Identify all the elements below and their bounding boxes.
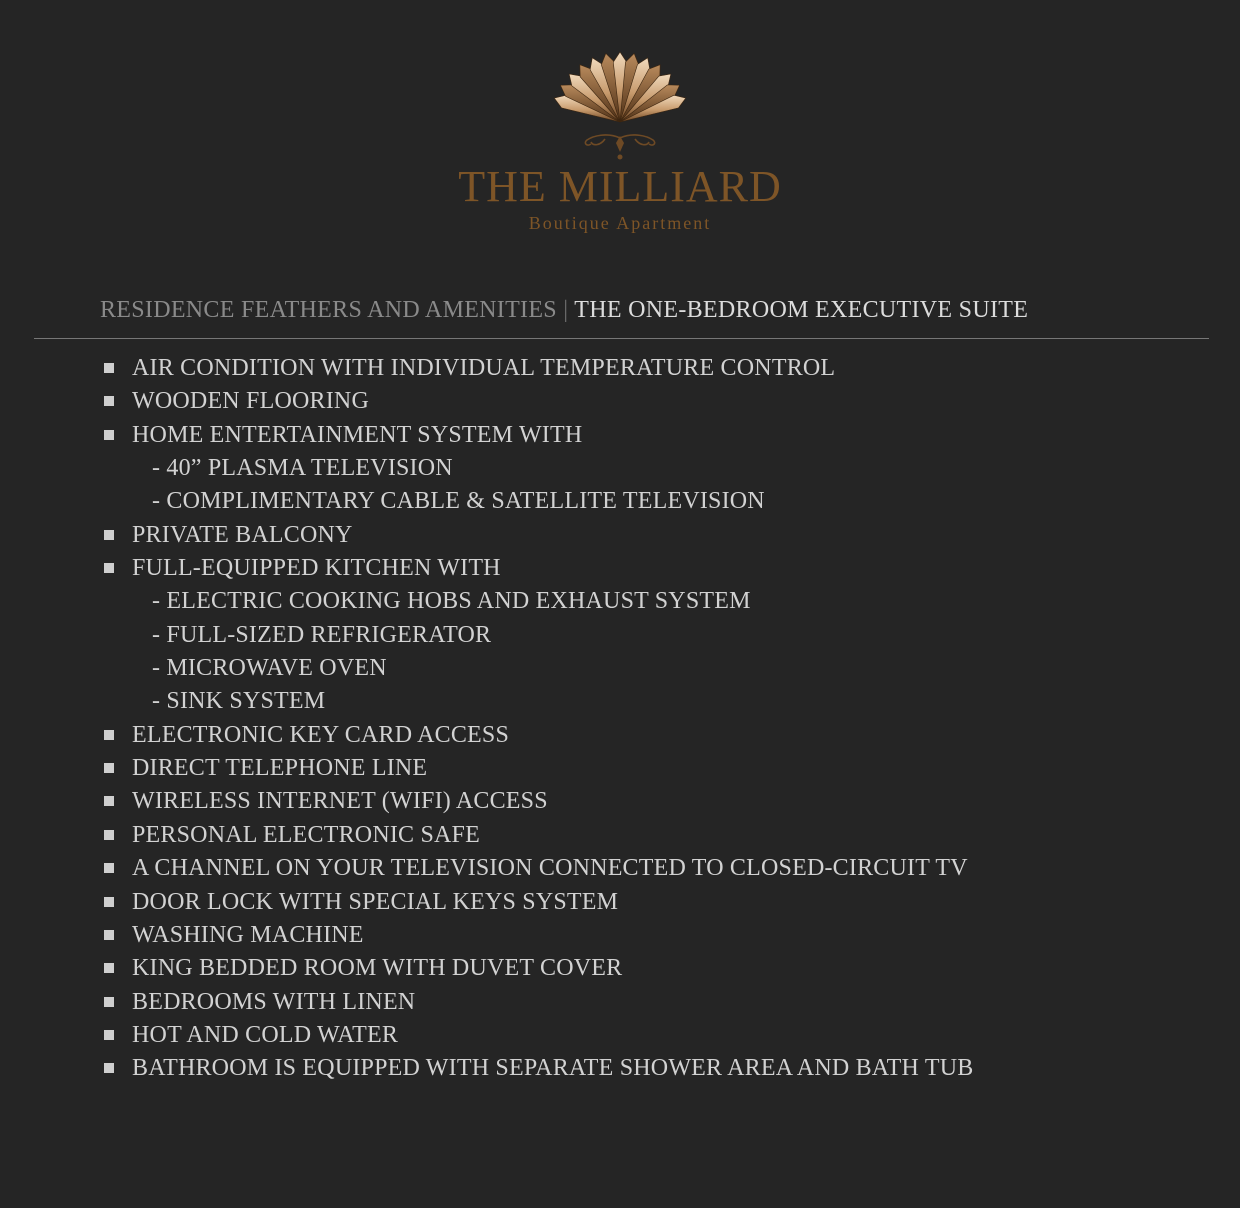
heading-category: RESIDENCE FEATHERS AND AMENITIES: [100, 297, 557, 323]
heading-suite-name: THE ONE-BEDROOM EXECUTIVE SUITE: [574, 297, 1029, 323]
amenity-text: BATHROOM IS EQUIPPED WITH SEPARATE SHOWER AREA AND BATH TUB: [132, 1055, 974, 1082]
amenity-text: WASHING MACHINE: [132, 921, 364, 948]
square-bullet-icon: [104, 963, 114, 973]
square-bullet-icon: [104, 863, 114, 873]
square-bullet-icon: [104, 730, 114, 740]
heading-separator: |: [563, 297, 569, 323]
amenity-text: PRIVATE BALCONY: [132, 521, 353, 548]
amenity-subtext: - 40” PLASMA TELEVISION: [152, 455, 453, 482]
amenity-text: KING BEDDED ROOM WITH DUVET COVER: [132, 955, 623, 982]
amenity-subtext: - SINK SYSTEM: [152, 688, 326, 715]
brand-logo: [0, 40, 1240, 164]
fan-icon: [545, 40, 695, 164]
amenity-text: AIR CONDITION WITH INDIVIDUAL TEMPERATURE CONTROL: [132, 355, 836, 381]
square-bullet-icon: [104, 796, 114, 806]
amenity-subtext: - ELECTRIC COOKING HOBS AND EXHAUST SYSTEM: [152, 588, 751, 615]
amenity-text: HOT AND COLD WATER: [132, 1021, 399, 1048]
amenity-text: WIRELESS INTERNET (WIFI) ACCESS: [132, 788, 548, 815]
square-bullet-icon: [104, 396, 114, 406]
brand-subtitle: Boutique Apartment: [528, 213, 712, 233]
square-bullet-icon: [104, 763, 114, 773]
amenity-text: DOOR LOCK WITH SPECIAL KEYS SYSTEM: [132, 888, 619, 915]
square-bullet-icon: [104, 830, 114, 840]
amenity-text: DIRECT TELEPHONE LINE: [132, 755, 428, 782]
brand-name: THE MILLIARD: [458, 162, 782, 211]
amenity-subtext: - MICROWAVE OVEN: [152, 655, 387, 682]
amenity-subtext: - COMPLIMENTARY CABLE & SATELLITE TELEVISION: [152, 488, 765, 515]
amenity-subtext: - FULL-SIZED REFRIGERATOR: [152, 621, 492, 648]
square-bullet-icon: [104, 930, 114, 940]
square-bullet-icon: [104, 563, 114, 573]
amenity-text: WOODEN FLOORING: [132, 388, 369, 415]
square-bullet-icon: [104, 430, 114, 440]
square-bullet-icon: [104, 363, 114, 373]
amenity-text: ELECTRONIC KEY CARD ACCESS: [132, 721, 510, 748]
square-bullet-icon: [104, 997, 114, 1007]
square-bullet-icon: [104, 1063, 114, 1073]
square-bullet-icon: [104, 1030, 114, 1040]
square-bullet-icon: [104, 530, 114, 540]
amenity-text: FULL-EQUIPPED KITCHEN WITH: [132, 555, 501, 582]
square-bullet-icon: [104, 897, 114, 907]
section-heading: [100, 296, 1028, 324]
amenity-text: HOME ENTERTAINMENT SYSTEM WITH: [132, 421, 583, 448]
amenity-text: A CHANNEL ON YOUR TELEVISION CONNECTED TO CLOSED-CIRCUIT TV: [132, 855, 968, 882]
heading-divider: [34, 338, 1209, 339]
amenity-text: BEDROOMS WITH LINEN: [132, 988, 416, 1015]
amenity-text: PERSONAL ELECTRONIC SAFE: [132, 821, 480, 848]
